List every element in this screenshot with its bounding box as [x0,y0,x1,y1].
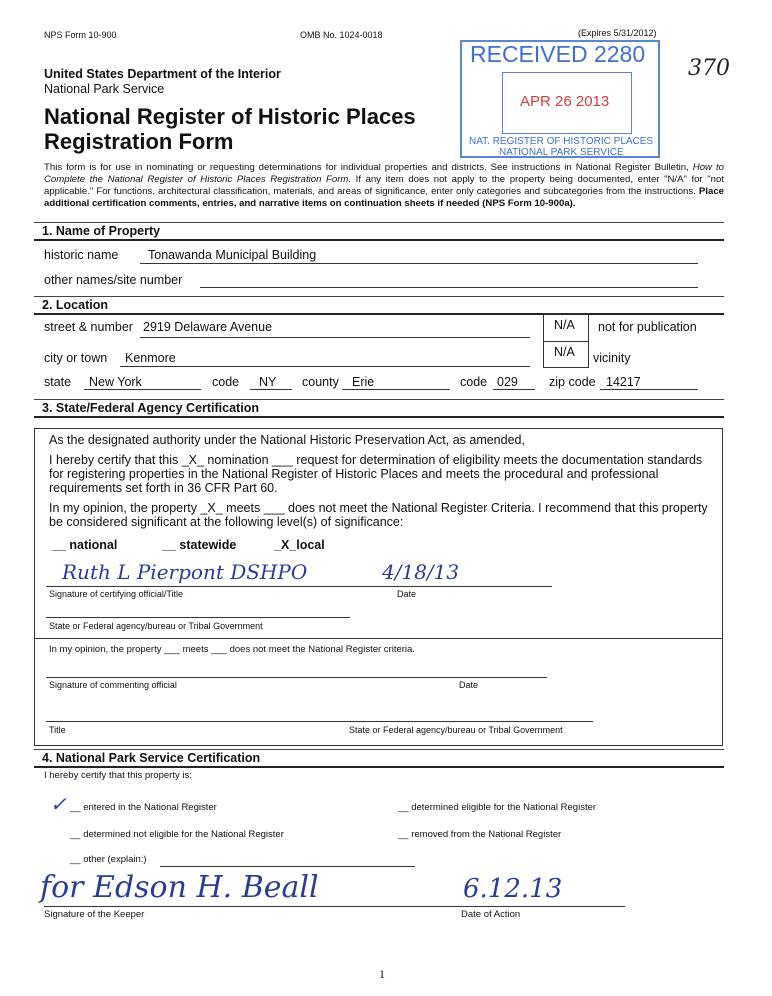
vicinity-label: vicinity [593,351,631,365]
certifying-signature: Ruth L Pierpont DSHPO [62,560,308,584]
other-names-label: other names/site number [44,273,183,287]
section-1-heading: 1. Name of Property [34,222,724,241]
agency-label: State or Federal agency/bureau or Tribal Government [49,621,263,631]
action-date-label: Date of Action [461,909,521,920]
historic-name-label: historic name [44,248,119,262]
section-3-heading: 3. State/Federal Agency Certification [34,399,724,418]
state-code-label: code [212,375,240,389]
opinion-line: In my opinion, the property ___ meets ___ does not meet the National Register criteria. [49,644,415,655]
stamp-received: RECEIVED 2280 [470,41,646,67]
option-entered[interactable]: __ entered in the National Register [70,802,217,813]
handwritten-number: 370 [688,56,730,81]
cert-line-5: In my opinion, the property _X_ meets ___ does not meet the National Register Criteria. I recommend that this property [49,501,708,515]
intro-paragraph: This form is for use in nominating or requesting determinations for individual properties and districts. See instructions in National Register Bulletin, How to Complete the National Register of Historic Places Registration Form. If any item does not apply to the property being documented, enter "N/A" for "not applicable." For functions, architectural classification, materials, and areas of significance, enter only categories and subcategories from the instructions. Place additional certification comments, entries, and narrative items on continuation sheets if needed (NPS Form 10-900a). [44,162,724,209]
omb-number: OMB No. 1024-0018 [300,30,383,40]
zip-label: zip code [549,375,596,389]
stamp-line2: NATIONAL PARK SERVICE [499,147,624,158]
county-code-value[interactable]: 029 [497,375,518,389]
title-label: Title [49,725,66,735]
check-icon: ✓ [50,792,67,816]
cert-line-2: I hereby certify that this _X_ nomination ___ request for determination of eligibility meets the documentation standards [49,453,703,467]
cert-line-4: requirements set forth in 36 CFR Part 60. [49,481,278,495]
expiration: (Expires 5/31/2012) [578,28,657,38]
cert-line-1: As the designated authority under the National Historic Preservation Act, as amended, [49,433,525,447]
level-statewide[interactable]: __ statewide [162,538,237,552]
county-label: county [302,375,339,389]
county-code-label: code [460,375,488,389]
received-stamp [460,40,660,158]
not-for-publication-box[interactable]: N/A [543,313,589,342]
date-label: Date [397,589,417,599]
zip-value[interactable]: 14217 [606,375,641,389]
stamp-date: APR 26 2013 [520,93,610,110]
section-4-heading: 4. National Park Service Certification [34,749,724,768]
not-for-publication-label: not for publication [598,320,697,334]
level-local[interactable]: _X_local [274,538,325,552]
street-value[interactable]: 2919 Delaware Avenue [143,320,273,334]
option-other[interactable]: __ other (explain:) [70,854,147,865]
keeper-label: Signature of the Keeper [44,909,145,920]
service: National Park Service [44,82,165,96]
vicinity-box[interactable]: N/A [543,341,589,368]
department: United States Department of the Interior [44,67,281,81]
city-label: city or town [44,351,108,365]
sig-label: Signature of certifying official/Title [49,589,184,599]
form-number: NPS Form 10-900 [44,30,117,40]
page-subtitle: Registration Form [44,129,234,154]
state-value[interactable]: New York [89,375,142,389]
agency2-label: State or Federal agency/bureau or Tribal Government [349,725,563,735]
comment-label: Signature of commenting official [49,680,177,690]
option-eligible[interactable]: __ determined eligible for the National Register [398,802,597,813]
state-code-value[interactable]: NY [259,375,277,389]
stamp-line1: NAT. REGISTER OF HISTORIC PLACES [469,136,654,147]
option-not-eligible[interactable]: __ determined not eligible for the National Register [70,829,284,840]
section-2-heading: 2. Location [34,296,724,315]
state-label: state [44,375,72,389]
county-value[interactable]: Erie [352,375,375,389]
historic-name-value[interactable]: Tonawanda Municipal Building [148,248,317,262]
page-title: National Register of Historic Places [44,104,416,129]
s4-intro: I hereby certify that this property is: [44,770,192,781]
page-number: 1 [379,967,385,981]
certifying-date: 4/18/13 [382,560,460,584]
keeper-date: 6.12.13 [463,874,563,904]
city-value[interactable]: Kenmore [125,351,176,365]
street-label: street & number [44,320,133,334]
cert-line-6: be considered significant at the following level(s) of significance: [49,515,404,529]
date2-label: Date [459,680,479,690]
option-removed[interactable]: __ removed from the National Register [398,829,562,840]
level-national[interactable]: __ national [52,538,118,552]
cert-line-3: for registering properties in the National Register of Historic Places and meets the procedural and professional [49,467,659,481]
keeper-signature: for Edson H. Beall [40,870,319,905]
